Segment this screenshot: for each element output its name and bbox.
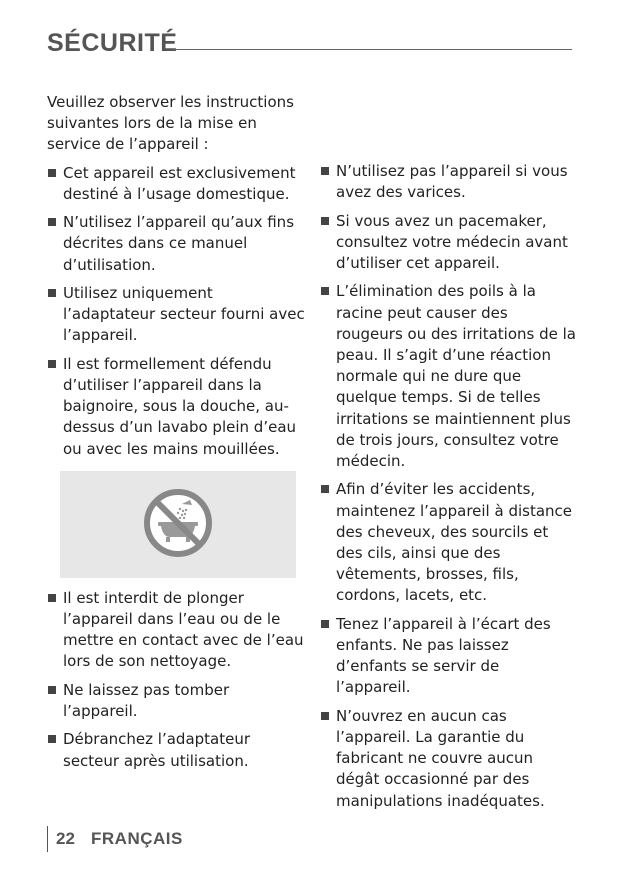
square-bullet-icon bbox=[48, 218, 56, 226]
list-item: Utilisez uniquement l’adaptateur secteur fourni avec l’appareil. bbox=[47, 283, 305, 347]
square-bullet-icon bbox=[48, 735, 56, 743]
bullet-list-bottom bbox=[47, 588, 305, 772]
list-item: Tenez l’appareil à l’écart des enfants. Ne pas laissez d’enfants se servir de l’appareil. bbox=[320, 614, 578, 699]
list-item: Il est interdit de plonger l’appareil dans l’eau ou de le mettre en contact avec de l’eau lors de son nettoyage. bbox=[47, 588, 305, 673]
list-item: N’ouvrez en aucun cas l’appareil. La garantie du fabricant ne couvre aucun dégât occasionné par des manipulations inadéquates. bbox=[320, 706, 578, 812]
title-underline bbox=[172, 49, 572, 50]
page-number: 22 bbox=[56, 829, 75, 848]
page-title: SÉCURITÉ bbox=[47, 29, 178, 57]
square-bullet-icon bbox=[48, 169, 56, 177]
list-item: N’utilisez l’appareil qu’aux fins décrites dans ce manuel d’utilisation. bbox=[47, 212, 305, 276]
square-bullet-icon bbox=[48, 686, 56, 694]
warning-figure bbox=[60, 471, 296, 578]
footer-divider bbox=[47, 826, 48, 852]
right-column bbox=[320, 161, 578, 819]
square-bullet-icon bbox=[321, 217, 329, 225]
square-bullet-icon bbox=[48, 594, 56, 602]
square-bullet-icon bbox=[321, 712, 329, 720]
bullet-list-top bbox=[47, 163, 305, 460]
list-item: Cet appareil est exclusivement destiné à l’usage domestique. bbox=[47, 163, 305, 205]
list-item: N’utilisez pas l’appareil si vous avez des varices. bbox=[320, 161, 578, 203]
left-column bbox=[47, 92, 305, 779]
list-item: Il est formellement défendu d’utiliser l’appareil dans la baignoire, sous la douche, au-dessus d’un lavabo plein d’eau ou avec les mains mouillées. bbox=[47, 354, 305, 460]
list-item: Ne laissez pas tomber l’appareil. bbox=[47, 680, 305, 722]
list-item: Si vous avez un pacemaker, consultez votre médecin avant d’utiliser cet appareil. bbox=[320, 211, 578, 275]
square-bullet-icon bbox=[48, 360, 56, 368]
square-bullet-icon bbox=[321, 620, 329, 628]
square-bullet-icon bbox=[321, 485, 329, 493]
square-bullet-icon bbox=[321, 287, 329, 295]
square-bullet-icon bbox=[48, 289, 56, 297]
list-item: Afin d’éviter les accidents, maintenez l’appareil à distance des cheveux, des sourcils et des cils, ainsi que des vêtements, brosses, fils, cordons, lacets, etc. bbox=[320, 479, 578, 606]
list-item: Débranchez l’adaptateur secteur après utilisation. bbox=[47, 729, 305, 771]
no-bathtub-shower-icon bbox=[142, 487, 214, 559]
intro-text: Veuillez observer les instructions suivantes lors de la mise en service de l’appareil : bbox=[47, 93, 294, 154]
bullet-list-right bbox=[320, 161, 578, 812]
page-language: FRANÇAIS bbox=[91, 829, 183, 848]
list-item: L’élimination des poils à la racine peut causer des rougeurs ou des irritations de la peau. Il s’agit d’une réaction normale qui ne dure que quelque temps. Si de telles irritations se maintiennent plus de trois jours, consultez votre médecin. bbox=[320, 281, 578, 472]
square-bullet-icon bbox=[321, 167, 329, 175]
